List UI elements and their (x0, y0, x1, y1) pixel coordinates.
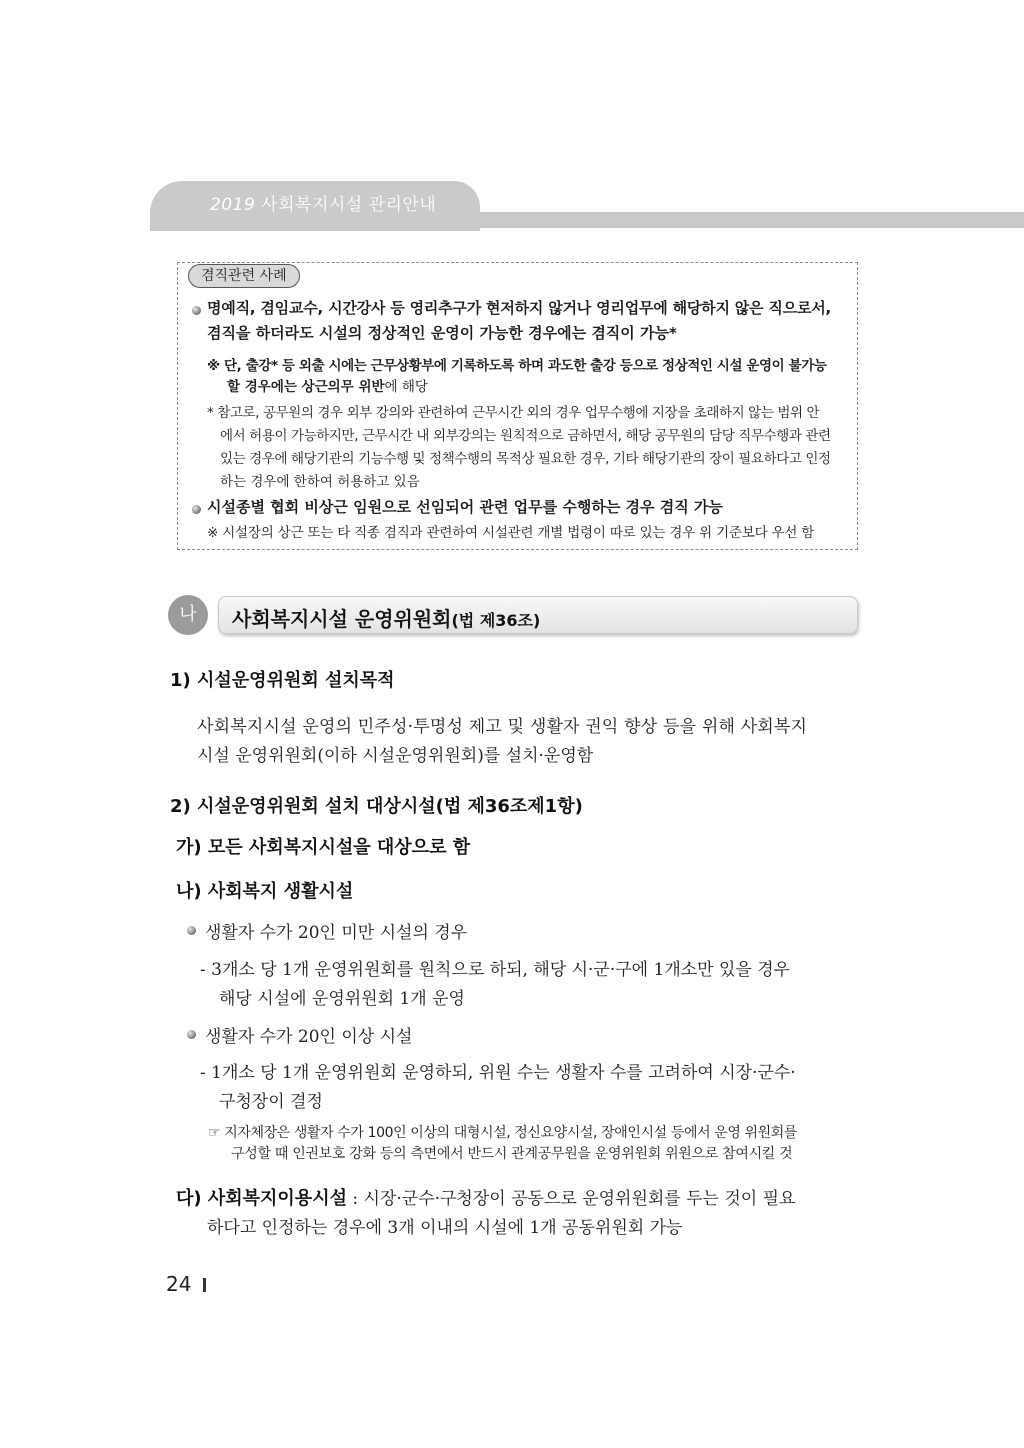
bullet-icon (192, 505, 201, 514)
case-ref-line-1: * 참고로, 공무원의 경우 외부 강의와 관련하여 근무시간 외의 경우 업무수행에 지장을 초래하지 않는 범위 안 (207, 405, 820, 421)
case-note-2: ※ 시설장의 상근 또는 타 직종 겸직과 관련하여 시설관련 개별 법령이 따로 있는 경우 위 기준보다 우선 함 (207, 525, 815, 541)
case-ref-line-3: 있는 경우에 해당기관의 기능수행 및 정책수행의 목적상 필요한 경우, 기타 해당기관의 장이 필요하다고 인정 (220, 451, 831, 467)
bullet-icon (187, 1030, 196, 1039)
bullet-1: 생활자 수가 20인 미만 시설의 경우 (205, 923, 468, 943)
item-ga: 가) 모든 사회복지시설을 대상으로 함 (176, 837, 471, 858)
running-header (210, 190, 436, 215)
bullet-1-detail-line-1: - 3개소 당 1개 운영위원회를 원칙으로 하되, 해당 시·군·구에 1개소만 있을 경우 (200, 960, 791, 980)
item-da-label: 다) 사회복지이용시설 (176, 1188, 347, 1209)
case-note-1-line-2 (227, 375, 428, 399)
case-ref-line-2: 에서 허용이 가능하지만, 근무시간 내 외부강의는 원칙적으로 금하면서, 해당 공무원의 담당 직무수행과 관련 (220, 428, 831, 444)
bullet-icon (187, 926, 196, 935)
section-marker: 나 (168, 595, 208, 635)
bullet-icon (192, 306, 201, 315)
section-title-main: 사회복지시설 운영위원회 (232, 607, 452, 631)
header-title: 사회복지시설 관리안내 (261, 195, 437, 215)
item-da-line-2: 하다고 인정하는 경우에 3개 이내의 시설에 1개 공동위원회 가능 (207, 1218, 683, 1238)
section-title (232, 603, 540, 632)
section-title-suffix: (법 제36조) (451, 611, 541, 630)
s1-line-2: 시설 운영위원회(이하 시설운영위원회)를 설치·운영함 (197, 746, 594, 766)
bullet-2-detail-line-1: - 1개소 당 1개 운영위원회 운영하되, 위원 수는 생활자 수를 고려하여 시장·군수· (200, 1063, 796, 1083)
case-item-1-line-2: 겸직을 하더라도 시설의 정상적인 운영이 가능한 경우에는 겸직이 가능* (207, 324, 677, 342)
page-number: 24 (166, 1272, 192, 1296)
item-da (176, 1184, 795, 1210)
tip-line-1: ☞ 지자체장은 생활자 수가 100인 이상의 대형시설, 정신요양시설, 장애인시설 등에서 운영 위원회를 (208, 1125, 798, 1141)
bullet-1-detail-line-2: 해당 시설에 운영위원회 1개 운영 (219, 989, 465, 1009)
case-item-2: 시설종별 협회 비상근 임원으로 선임되어 관련 업무를 수행하는 경우 겸직 가능 (207, 498, 723, 516)
bullet-2: 생활자 수가 20인 이상 시설 (205, 1027, 413, 1047)
case-note-1-line-1: ※ 단, 출강* 등 외출 시에는 근무상황부에 기록하도록 하며 과도한 출강 등으로 정상적인 시설 운영이 불가능 (207, 358, 827, 374)
heading-2: 2) 시설운영위원회 설치 대상시설(법 제36조제1항) (170, 796, 583, 817)
case-badge: 겸직관련 사례 (188, 264, 300, 288)
item-na: 나) 사회복지 생활시설 (176, 881, 354, 902)
page-number-divider (203, 1278, 206, 1292)
case-note-1-bold: 할 경우에는 상근의무 위반 (227, 379, 385, 395)
case-note-1-rest: 에 해당 (384, 379, 428, 395)
case-ref-line-4: 하는 경우에 한하여 허용하고 있음 (220, 474, 420, 490)
header-year: 2019 (210, 195, 256, 215)
item-da-text: : 시장·군수·구청장이 공동으로 운영위원회를 두는 것이 필요 (346, 1189, 796, 1209)
heading-1: 1) 시설운영위원회 설치목적 (170, 670, 395, 691)
bullet-2-detail-line-2: 구청장이 결정 (219, 1092, 323, 1112)
s1-line-1: 사회복지시설 운영의 민주성·투명성 제고 및 생활자 권익 향상 등을 위해 사회복지 (197, 717, 808, 737)
tip-line-2: 구성할 때 인권보호 강화 등의 측면에서 반드시 관계공무원을 운영위원회 위원으로 참여시킬 것 (231, 1146, 793, 1162)
case-item-1-line-1: 명예직, 겸임교수, 시간강사 등 영리추구가 현저하지 않거나 영리업무에 해당하지 않은 직으로서, (207, 299, 832, 317)
